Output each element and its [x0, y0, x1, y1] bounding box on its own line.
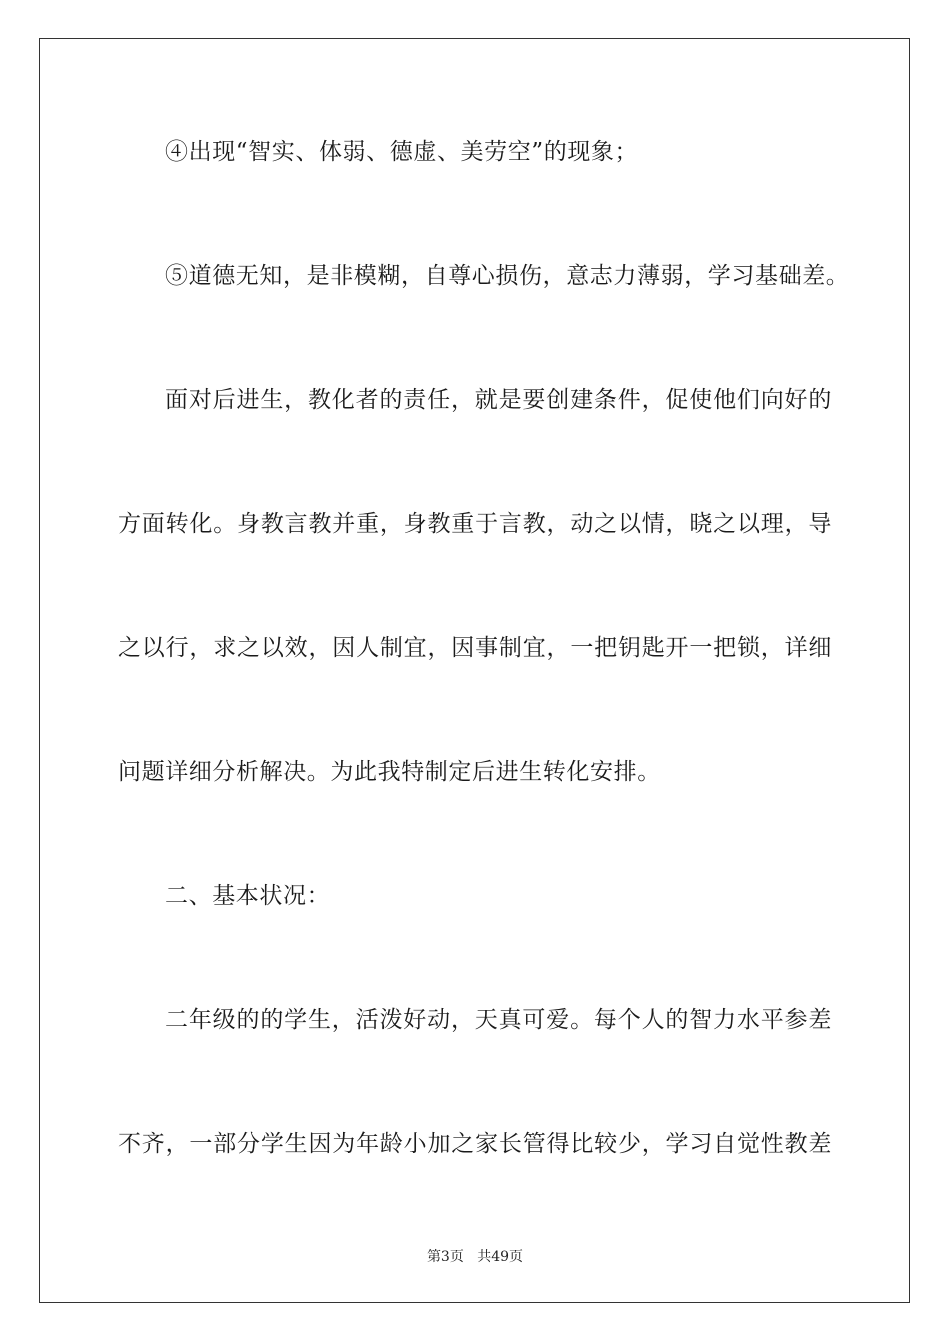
paragraph-line-4: 方面转化。身教言教并重，身教重于言教，动之以情，晓之以理，导: [118, 511, 832, 537]
paragraph-line-8: 不齐，一部分学生因为年龄小加之家长管得比较少，学习自觉性教差: [118, 1131, 832, 1157]
paragraph-line-2: ⑤道德无知，是非模糊，自尊心损伤，意志力薄弱，学习基础差。: [165, 263, 850, 289]
section-heading: 二、基本状况：: [165, 883, 331, 909]
paragraph-line-3: 面对后进生，教化者的责任，就是要创建条件，促使他们向好的: [165, 387, 832, 413]
paragraph-line-6: 问题详细分析解决。为此我特制定后进生转化安排。: [118, 759, 661, 785]
page-number: 第3页: [426, 1249, 464, 1265]
paragraph-line-5: 之以行，求之以效，因人制宜，因事制宜，一把钥匙开一把锁，详细: [118, 635, 832, 661]
paragraph-line-1: ④出现“智实、体弱、德虚、美劳空”的现象；: [165, 139, 639, 165]
page-footer: [0, 1246, 950, 1266]
page-frame: [39, 38, 910, 1303]
total-pages: 共49页: [477, 1249, 524, 1265]
paragraph-line-7: 二年级的的学生，活泼好动，天真可爱。每个人的智力水平参差: [165, 1007, 832, 1033]
